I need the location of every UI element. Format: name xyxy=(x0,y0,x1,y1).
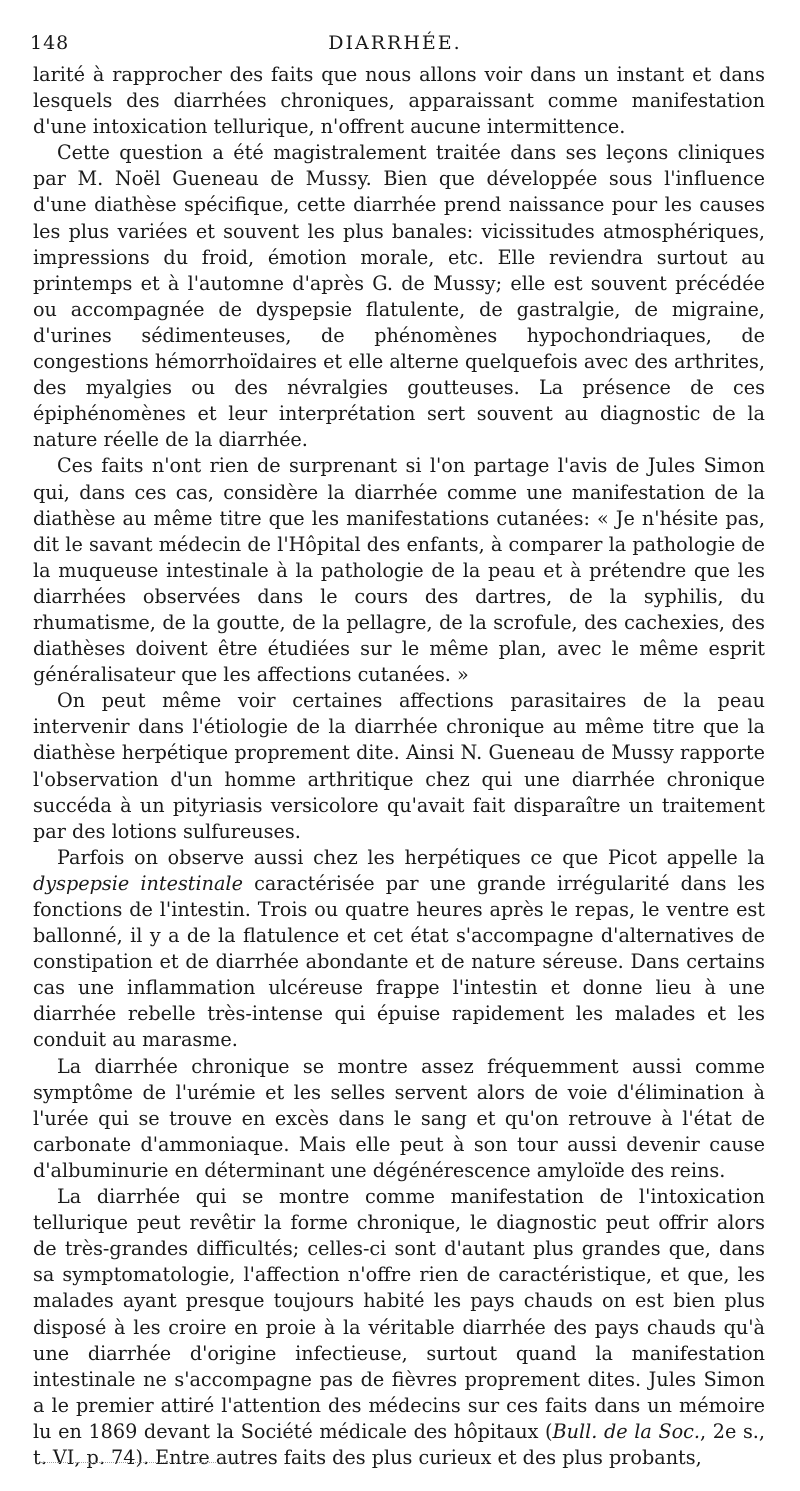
footer-divider xyxy=(40,1462,240,1463)
paragraph-telluric-intoxication: La diarrhée qui se montre comme manifestation de l'intoxication tellurique peut revêtir la forme chronique, le diagnostic peut offrir alors de très-grandes difficultés; celles-ci sont d'autant plus grandes que, dans sa symptomatologie, l'affection n'offre rien de caractéristique, et que, les malades ayant presque toujours habité les pays chauds on est bien plus disposé à les croire en proie à la véritable diarrhée des pays chauds qu'à une diarrhée d'origine infectieuse, surtout quand la manifestation intestinale ne s'accompagne pas de fièvres proprement dites. Jules Simon a le premier attiré l'attention des médecins sur ces faits dans un mémoire lu en 1869 devant la Société médicale des hôpitaux (Bull. de la Soc., 2e s., t. VI, p. 74). Entre autres faits des plus curieux et des plus probants, xyxy=(33,1185,765,1469)
body-text xyxy=(33,62,765,1471)
paragraph-uremia: La diarrhée chronique se montre assez fréquemment aussi comme symptôme de l'urémie et les selles servent alors de voie d'élimination à l'urée qui se trouve en excès dans le sang et qu'on retrouve à l'état de carbonate d'ammoniaque. Mais elle peut à son tour aussi devenir cause d'albuminurie en déterminant une dégénérescence amyloïde des reins. xyxy=(33,1054,765,1182)
emphasis-bulletin-citation: Bull. de la Soc. xyxy=(552,1419,701,1443)
running-title: DIARRHÉE. xyxy=(328,32,462,54)
page-header xyxy=(30,32,760,58)
page-number: 148 xyxy=(30,32,70,54)
paragraph-continuation: larité à rapprocher des faits que nous allons voir dans un instant et dans lesquels des diarrhées chroniques, apparaissant comme manifestation d'une intoxication tellurique, n'offrent aucune intermittence. xyxy=(33,63,765,139)
emphasis-dyspepsie-intestinale: dyspepsie intestinale xyxy=(33,871,243,895)
paragraph-parasitic-affections: On peut même voir certaines affections parasitaires de la peau intervenir dans l'étiologie de la diarrhée chronique au même titre que la diathèse herpétique proprement dite. Ainsi N. Gueneau de Mussy rapporte l'observation d'un homme arthritique chez qui une diarrhée chronique succéda à un pityriasis versicolore qu'avait fait disparaître un traitement par des lotions sulfureuses. xyxy=(33,689,765,843)
paragraph-jules-simon: Ces faits n'ont rien de surprenant si l'on partage l'avis de Jules Simon qui, dans ces cas, considère la diarrhée comme une manifestation de la diathèse au même titre que les manifestations cutanées: « Je n'hésite pas, dit le savant médecin de l'Hôpital des enfants, à comparer la pathologie de la muqueuse intestinale à la pathologie de la peau et à prétendre que les diarrhées observées dans le cours des dartres, de la syphilis, du rhumatisme, de la goutte, de la pellagre, de la scrofule, des cachexies, des diathèses doivent être étudiées sur le même plan, avec le même esprit généralisateur que les affections cutanées. » xyxy=(33,454,765,687)
paragraph-gueneau-de-mussy: Cette question a été magistralement traitée dans ses leçons cliniques par M. Noël Gueneau de Mussy. Bien que développée sous l'influence d'une diathèse spécifique, cette diarrhée prend naissance pour les causes les plus variées et souvent les plus banales: vicissitudes atmosphériques, impressions du froid, émotion morale, etc. Elle reviendra surtout au printemps et à l'automne d'après G. de Mussy; elle est souvent précédée ou accompagnée de dyspepsie flatulente, de gastralgie, de migraine, d'urines sédimenteuses, de phénomènes hypochondriaques, de congestions hémorrhoïdaires et elle alterne quelquefois avec des arthrites, des myalgies ou des névralgies goutteuses. La présence de ces épiphénomènes et leur interprétation sert souvent au diagnostic de la nature réelle de la diarrhée. xyxy=(33,141,765,452)
paragraph-intestinal-dyspepsia: Parfois on observe aussi chez les herpétiques ce que Picot appelle la dyspepsie intestinale caractérisée par une grande irrégularité dans les fonctions de l'intestin. Trois ou quatre heures après le repas, le ventre est ballonné, il y a de la flatulence et cet état s'accompagne d'alternatives de constipation et de diarrhée abondante et de nature séreuse. Dans certains cas une inflammation ulcéreuse frappe l'intestin et donne lieu à une diarrhée rebelle très-intense qui épuise rapidement les malades et les conduit au marasme. xyxy=(33,845,765,1052)
